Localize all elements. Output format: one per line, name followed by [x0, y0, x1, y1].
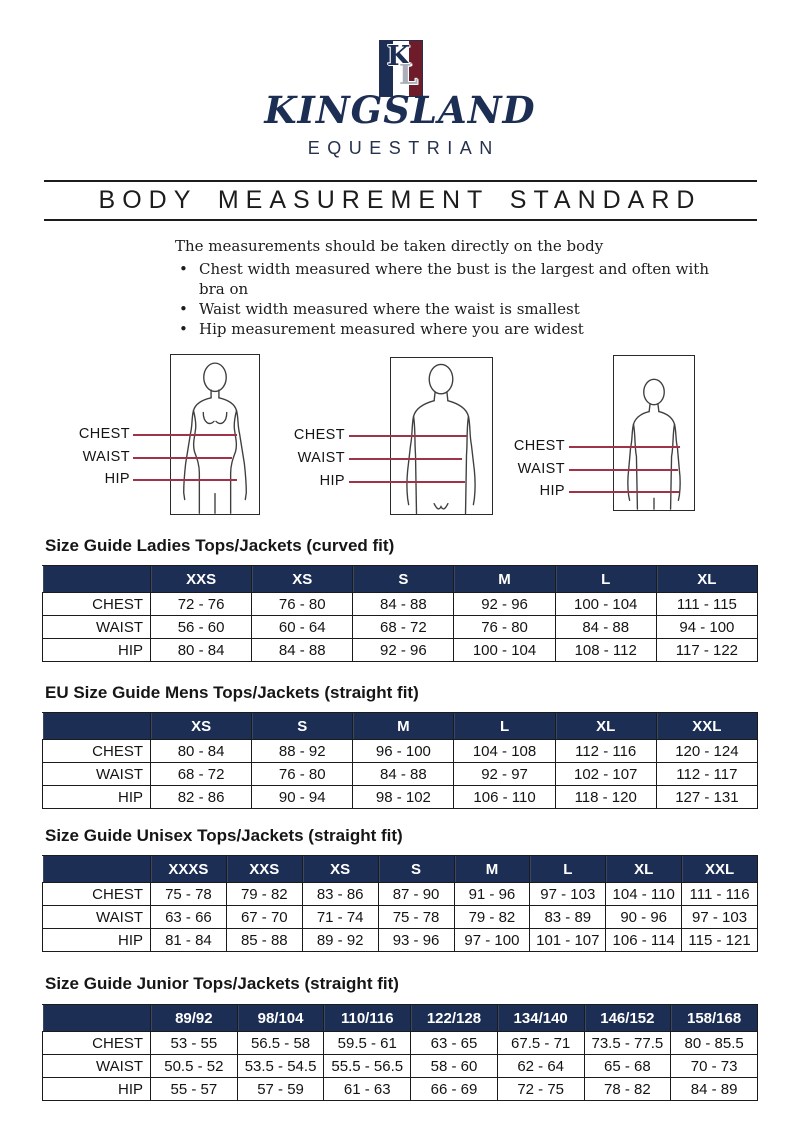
size-column-header: M	[454, 856, 530, 883]
size-cell: 53.5 - 54.5	[237, 1055, 324, 1078]
size-column-header: XL	[606, 856, 682, 883]
size-column-header: XL	[555, 713, 656, 740]
size-column-header: XXL	[656, 713, 757, 740]
measure-row-label: WAIST	[43, 763, 151, 786]
size-cell: 60 - 64	[252, 616, 353, 639]
measure-row-label: CHEST	[43, 1032, 151, 1055]
size-column-header: L	[555, 566, 656, 593]
size-cell: 101 - 107	[530, 929, 606, 952]
size-cell: 102 - 107	[555, 763, 656, 786]
instruction-bullet	[175, 299, 715, 319]
size-cell: 100 - 104	[555, 593, 656, 616]
hip-leader-line	[133, 479, 237, 481]
waist-label: WAIST	[517, 461, 565, 477]
size-column-header: L	[530, 856, 606, 883]
size-cell: 76 - 80	[252, 763, 353, 786]
hip-leader-line	[349, 481, 465, 483]
chest-leader-line	[349, 435, 467, 437]
unisex-table-title: Size Guide Unisex Tops/Jackets (straight fit)	[45, 826, 403, 845]
waist-leader-line	[133, 457, 232, 459]
ladies-size-table	[42, 565, 758, 662]
junior-figure-outline	[614, 356, 694, 510]
size-cell: 78 - 82	[584, 1078, 671, 1101]
size-cell: 85 - 88	[226, 929, 302, 952]
table-row	[43, 883, 758, 906]
size-cell: 57 - 59	[237, 1078, 324, 1101]
measure-row-label: CHEST	[43, 883, 151, 906]
size-cell: 100 - 104	[454, 639, 555, 662]
size-column-header: 110/116	[324, 1005, 411, 1032]
page-title: BODY MEASUREMENT STANDARD	[98, 186, 702, 214]
ladies-table-title: Size Guide Ladies Tops/Jackets (curved fit)	[45, 536, 395, 555]
size-column-header: M	[353, 713, 454, 740]
size-cell: 62 - 64	[497, 1055, 584, 1078]
size-cell: 67 - 70	[226, 906, 302, 929]
size-column-header: 158/168	[671, 1005, 758, 1032]
size-cell: 83 - 89	[530, 906, 606, 929]
size-cell: 97 - 103	[530, 883, 606, 906]
table-row	[43, 786, 758, 809]
table-row	[43, 1032, 758, 1055]
size-column-header: 98/104	[237, 1005, 324, 1032]
size-cell: 76 - 80	[252, 593, 353, 616]
size-cell: 56 - 60	[151, 616, 252, 639]
hip-label: HIP	[104, 471, 130, 487]
size-cell: 84 - 88	[252, 639, 353, 662]
size-column-header: XXL	[682, 856, 758, 883]
bullet-text: Waist width measured where the waist is smallest	[199, 300, 580, 318]
logo-letter-l: L	[399, 60, 418, 91]
size-cell: 70 - 73	[671, 1055, 758, 1078]
corner-cell	[43, 713, 151, 740]
measure-row-label: HIP	[43, 929, 151, 952]
size-cell: 92 - 96	[454, 593, 555, 616]
size-cell: 72 - 75	[497, 1078, 584, 1101]
size-cell: 120 - 124	[656, 740, 757, 763]
size-cell: 84 - 89	[671, 1078, 758, 1101]
corner-cell	[43, 856, 151, 883]
table-row	[43, 929, 758, 952]
size-column-header: 146/152	[584, 1005, 671, 1032]
size-cell: 118 - 120	[555, 786, 656, 809]
instruction-bullet	[175, 259, 715, 299]
chest-label: CHEST	[513, 438, 565, 454]
measure-row-label: WAIST	[43, 1055, 151, 1078]
corner-cell	[43, 1005, 151, 1032]
waist-leader-line	[349, 458, 462, 460]
table-row	[43, 1055, 758, 1078]
hip-label: HIP	[539, 483, 565, 499]
size-cell: 72 - 76	[151, 593, 252, 616]
size-cell: 115 - 121	[682, 929, 758, 952]
table-row	[43, 1078, 758, 1101]
size-cell: 66 - 69	[411, 1078, 498, 1101]
instructions-list	[175, 259, 715, 339]
size-cell: 55.5 - 56.5	[324, 1055, 411, 1078]
size-cell: 73.5 - 77.5	[584, 1032, 671, 1055]
table-row	[43, 593, 758, 616]
size-cell: 71 - 74	[302, 906, 378, 929]
size-column-header: XXS	[151, 566, 252, 593]
mens-size-table	[42, 712, 758, 809]
size-cell: 68 - 72	[353, 616, 454, 639]
size-cell: 89 - 92	[302, 929, 378, 952]
hip-label: HIP	[319, 473, 345, 489]
size-cell: 67.5 - 71	[497, 1032, 584, 1055]
size-cell: 58 - 60	[411, 1055, 498, 1078]
unisex-size-table	[42, 855, 758, 952]
size-column-header: S	[378, 856, 454, 883]
size-cell: 106 - 114	[606, 929, 682, 952]
table-row	[43, 763, 758, 786]
size-cell: 83 - 86	[302, 883, 378, 906]
hip-leader-line	[569, 491, 679, 493]
size-column-header: XS	[151, 713, 252, 740]
size-cell: 84 - 88	[555, 616, 656, 639]
waist-label: WAIST	[297, 450, 345, 466]
bullet-text: Chest width measured where the bust is the largest and often with bra on	[199, 260, 709, 298]
size-column-header: 134/140	[497, 1005, 584, 1032]
size-cell: 92 - 97	[454, 763, 555, 786]
instruction-bullet	[175, 319, 715, 339]
junior-table-title: Size Guide Junior Tops/Jackets (straight fit)	[45, 974, 399, 993]
size-column-header: M	[454, 566, 555, 593]
brand-subtitle: EQUESTRIAN	[307, 138, 500, 158]
size-cell: 55 - 57	[151, 1078, 238, 1101]
size-cell: 80 - 85.5	[671, 1032, 758, 1055]
table-row	[43, 906, 758, 929]
size-column-header: XS	[302, 856, 378, 883]
size-cell: 112 - 116	[555, 740, 656, 763]
size-cell: 75 - 78	[151, 883, 227, 906]
chest-leader-line	[569, 446, 680, 448]
size-cell: 59.5 - 61	[324, 1032, 411, 1055]
size-cell: 56.5 - 58	[237, 1032, 324, 1055]
size-cell: 63 - 65	[411, 1032, 498, 1055]
measure-row-label: HIP	[43, 786, 151, 809]
size-column-header: 122/128	[411, 1005, 498, 1032]
size-cell: 50.5 - 52	[151, 1055, 238, 1078]
size-cell: 75 - 78	[378, 906, 454, 929]
measure-row-label: WAIST	[43, 616, 151, 639]
table-row	[43, 639, 758, 662]
size-cell: 76 - 80	[454, 616, 555, 639]
size-cell: 90 - 94	[252, 786, 353, 809]
chest-leader-line	[133, 434, 237, 436]
measure-row-label: CHEST	[43, 593, 151, 616]
size-cell: 88 - 92	[252, 740, 353, 763]
size-cell: 93 - 96	[378, 929, 454, 952]
size-cell: 108 - 112	[555, 639, 656, 662]
size-cell: 127 - 131	[656, 786, 757, 809]
size-cell: 80 - 84	[151, 740, 252, 763]
size-cell: 68 - 72	[151, 763, 252, 786]
size-column-header: S	[353, 566, 454, 593]
title-rule-bottom	[44, 219, 757, 221]
table-row	[43, 616, 758, 639]
table-row	[43, 740, 758, 763]
size-cell: 80 - 84	[151, 639, 252, 662]
bullet-text: Hip measurement measured where you are widest	[199, 320, 584, 338]
measure-row-label: HIP	[43, 1078, 151, 1101]
size-cell: 82 - 86	[151, 786, 252, 809]
measurement-instructions	[175, 236, 715, 339]
size-cell: 96 - 100	[353, 740, 454, 763]
size-cell: 92 - 96	[353, 639, 454, 662]
size-cell: 53 - 55	[151, 1032, 238, 1055]
brand-name: KINGSLAND	[264, 88, 536, 132]
size-cell: 111 - 116	[682, 883, 758, 906]
junior-size-table	[42, 1004, 758, 1101]
measure-row-label: WAIST	[43, 906, 151, 929]
size-column-header: XS	[252, 566, 353, 593]
size-cell: 97 - 100	[454, 929, 530, 952]
size-cell: 87 - 90	[378, 883, 454, 906]
measure-row-label: HIP	[43, 639, 151, 662]
chest-label: CHEST	[78, 426, 130, 442]
chest-label: CHEST	[293, 427, 345, 443]
size-cell: 79 - 82	[226, 883, 302, 906]
size-cell: 84 - 88	[353, 763, 454, 786]
size-cell: 98 - 102	[353, 786, 454, 809]
mens-table-title: EU Size Guide Mens Tops/Jackets (straight fit)	[45, 683, 419, 702]
size-cell: 79 - 82	[454, 906, 530, 929]
waist-leader-line	[569, 469, 678, 471]
size-column-header: L	[454, 713, 555, 740]
junior-figure	[613, 355, 695, 511]
waist-label: WAIST	[82, 449, 130, 465]
size-cell: 117 - 122	[656, 639, 757, 662]
logo-letter-k: K	[387, 41, 411, 72]
size-cell: 81 - 84	[151, 929, 227, 952]
size-cell: 61 - 63	[324, 1078, 411, 1101]
size-cell: 97 - 103	[682, 906, 758, 929]
size-column-header: XXXS	[151, 856, 227, 883]
instructions-intro: The measurements should be taken directly on the body	[175, 237, 604, 255]
size-cell: 84 - 88	[353, 593, 454, 616]
size-cell: 111 - 115	[656, 593, 757, 616]
size-cell: 106 - 110	[454, 786, 555, 809]
body-diagrams	[0, 348, 800, 530]
title-rule-top	[44, 180, 757, 182]
size-cell: 65 - 68	[584, 1055, 671, 1078]
size-cell: 104 - 108	[454, 740, 555, 763]
size-cell: 90 - 96	[606, 906, 682, 929]
size-column-header: XL	[656, 566, 757, 593]
corner-cell	[43, 566, 151, 593]
size-cell: 94 - 100	[656, 616, 757, 639]
size-cell: 91 - 96	[454, 883, 530, 906]
size-column-header: XXS	[226, 856, 302, 883]
size-column-header: 89/92	[151, 1005, 238, 1032]
size-cell: 104 - 110	[606, 883, 682, 906]
measure-row-label: CHEST	[43, 740, 151, 763]
size-column-header: S	[252, 713, 353, 740]
size-cell: 63 - 66	[151, 906, 227, 929]
size-cell: 112 - 117	[656, 763, 757, 786]
